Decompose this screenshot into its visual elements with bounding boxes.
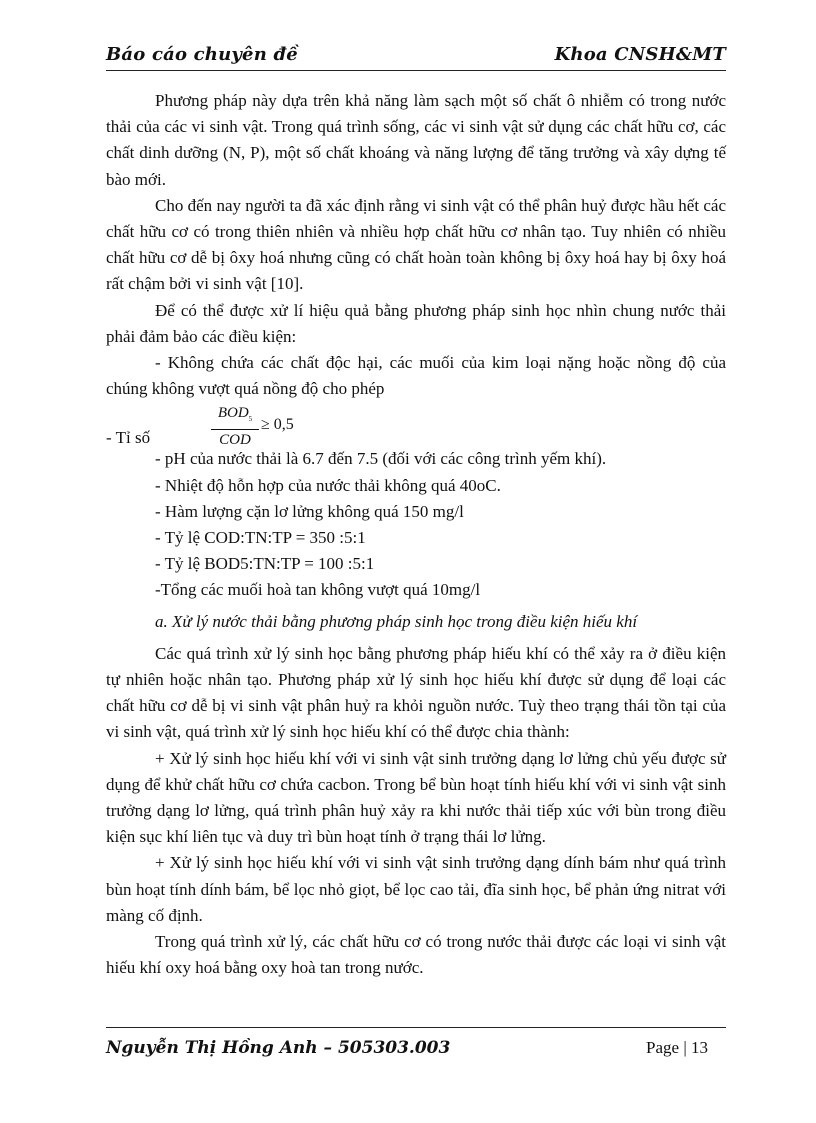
condition-item: - Hàm lượng cặn lơ lửng không quá 150 mg/l xyxy=(155,501,464,521)
ratio-label: - Tỉ số xyxy=(106,428,151,448)
page-footer xyxy=(106,1027,726,1068)
document-body xyxy=(106,88,726,982)
ratio-fraction xyxy=(211,404,259,449)
paragraph: Các quá trình xử lý sinh học bằng phương pháp hiếu khí có thể xảy ra ở điều kiện tự nhiên hoặc nhân tạo. Phương pháp xử lý sinh học hiếu khí được sử dụng để loại các chất hữu cơ dễ bị vi sinh vật phân huỷ ra khỏi nguồn nước. Tuỳ theo trạng thái tồn tại của vi sinh vật, quá trình xử lý sinh học hiếu khí có thể được chia thành: xyxy=(106,643,726,742)
page-number: Page | 13 xyxy=(646,1038,708,1057)
paragraph: Để có thể được xử lí hiệu quả bằng phương pháp sinh học nhìn chung nước thải phải đảm bảo các điều kiện: xyxy=(106,300,726,346)
footer-author: Nguyễn Thị Hồng Anh – 505303.003 xyxy=(106,1038,451,1058)
paragraph: + Xử lý sinh học hiếu khí với vi sinh vật sinh trưởng dạng dính bám như quá trình bùn hoạt tính dính bám, bể lọc nhỏ giọt, bể lọc cao tải, đĩa sinh học, bể phản ứng nitrat với màng cố định. xyxy=(106,853,726,925)
condition-item: - Không chứa các chất độc hại, các muối của kim loại nặng hoặc nồng độ của chúng không vượt quá nồng độ cho phép xyxy=(106,353,726,399)
section-heading: a. Xử lý nước thải bằng phương pháp sinh học trong điều kiện hiếu khí xyxy=(155,611,638,631)
ratio-comparison: ≥ 0,5 xyxy=(261,416,294,434)
paragraph: Cho đến nay người ta đã xác định rằng vi sinh vật có thể phân huỷ được hầu hết các chất hữu cơ có trong thiên nhiên và nhiều hợp chất hữu cơ nhân tạo. Tuy nhiên có nhiều chất hữu cơ dễ bị ôxy hoá nhưng cũng có chất hoàn toàn không bị ôxy hoá hay bị ôxy hoá rất chậm bởi vi sinh vật [10]. xyxy=(106,195,726,294)
condition-item: - Nhiệt độ hỗn hợp của nước thải không quá 40oC. xyxy=(155,475,501,495)
paragraph: Trong quá trình xử lý, các chất hữu cơ có trong nước thải được các loại vi sinh vật hiếu khí oxy hoá bằng oxy hoà tan trong nước. xyxy=(106,932,726,978)
ratio-numerator-subscript: 5 xyxy=(248,415,253,424)
ratio-numerator xyxy=(211,404,259,430)
header-faculty: Khoa CNSH&MT xyxy=(554,44,726,65)
ratio-numerator-text: BOD xyxy=(217,405,249,422)
condition-item: - Tỷ lệ COD:TN:TP = 350 :5:1 xyxy=(155,528,366,548)
header-report-title: Báo cáo chuyên đề xyxy=(106,44,298,65)
condition-item: - pH của nước thải là 6.7 đến 7.5 (đối với các công trình yếm khí). xyxy=(155,449,607,469)
page-header xyxy=(106,40,726,71)
paragraph: Phương pháp này dựa trên khả năng làm sạch một số chất ô nhiễm có trong nước thải của các vi sinh vật. Trong quá trình sống, các vi sinh vật sử dụng các chất hữu cơ, các chất dinh dưỡng (N, P), một số chất khoáng và năng lượng để tăng trưởng và xây dựng tế bào mới. xyxy=(106,91,726,189)
ratio-denominator: COD xyxy=(219,432,251,449)
condition-item: - Tỷ lệ BOD5:TN:TP = 100 :5:1 xyxy=(155,554,375,574)
paragraph: + Xử lý sinh học hiếu khí với vi sinh vật sinh trưởng dạng lơ lửng chủ yếu được sử dụng để khử chất hữu cơ chứa cacbon. Trong bể bùn hoạt tính hiếu khí với vi sinh vật sinh trưởng dạng lơ lửng, quá trình phân huỷ xảy ra khi nước thải tiếp xúc với bùn trong điều kiện sục khí liên tục và duy trì bùn hoạt tính ở trạng thái lơ lửng. xyxy=(106,748,726,847)
condition-item: -Tổng các muối hoà tan không vượt quá 10mg/l xyxy=(155,580,481,600)
bod-cod-ratio xyxy=(106,405,726,449)
